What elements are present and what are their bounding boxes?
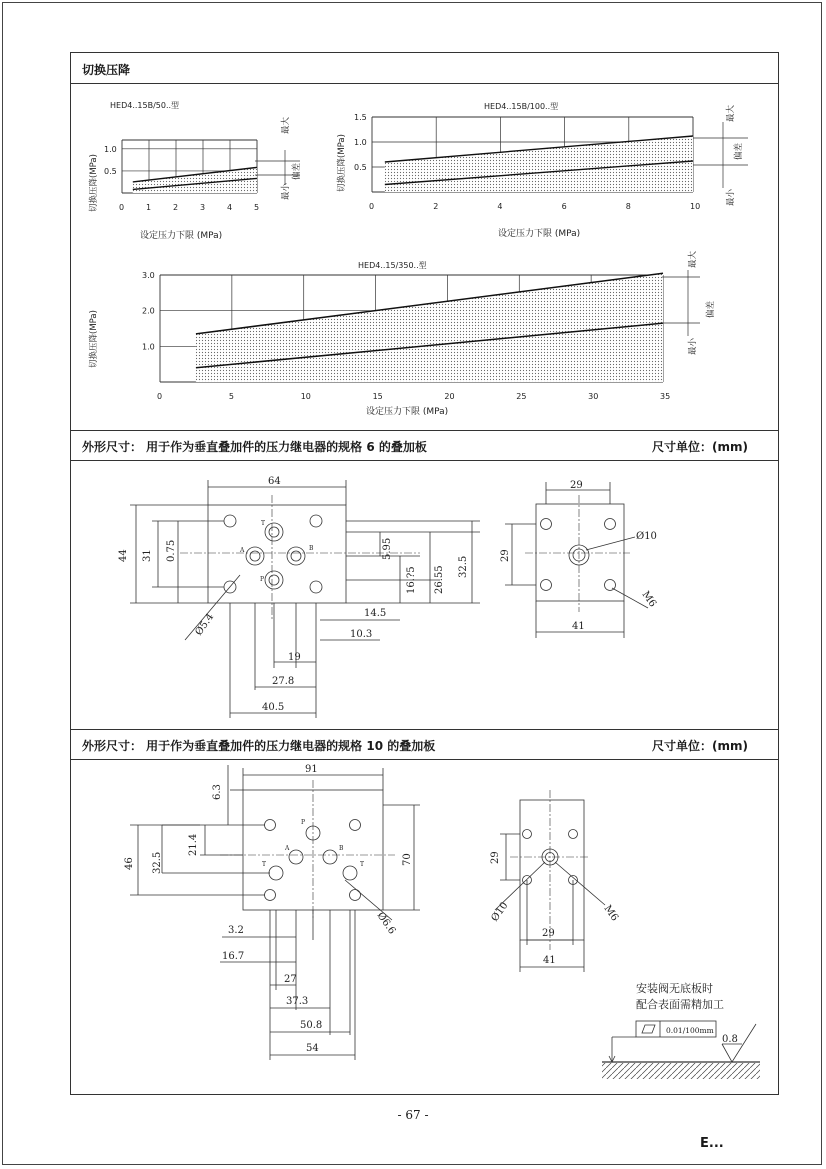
drawing-size10-front <box>130 765 420 1060</box>
flatness-value: 0.01/100mm <box>666 1026 714 1035</box>
chart-c <box>88 250 716 417</box>
chart-a-ytick: 0.5 <box>104 166 117 176</box>
dim-bore-10: Ø10 <box>636 531 657 542</box>
chart-c-ylabel: 切换压降(MPa) <box>89 310 99 368</box>
dim-32-5: 32.5 <box>152 851 163 874</box>
chart-b-ytick: 1.5 <box>354 113 367 122</box>
chart-b-ylabel: 切换压降(MPa) <box>337 134 347 192</box>
chart-b-x-ticks <box>369 202 700 211</box>
dim-14-5: 14.5 <box>364 608 387 619</box>
section-title-size10: 外形尺寸： 用于作为垂直叠加件的压力继电器的规格 10 的叠加板 <box>82 739 436 753</box>
chart-b-xtick: 6 <box>561 202 567 211</box>
chart-c-diff-label: 偏差 <box>706 300 716 318</box>
dim-hole-6-6: Ø6.6 <box>374 910 398 937</box>
dim-40-5: 40.5 <box>262 702 285 713</box>
port-p-label: P <box>260 576 265 583</box>
surface-finish-note <box>602 981 760 1079</box>
chart-a-max-label: 最大 <box>281 116 291 134</box>
chart-a-xtick: 2 <box>173 203 179 212</box>
dim-hole-5-4: Ø5.4 <box>193 611 217 638</box>
dim-29-vertical: 29 <box>500 549 511 562</box>
dim-0-75: 0.75 <box>166 539 177 562</box>
dim-37-3: 37.3 <box>286 996 309 1007</box>
dims-size10-front <box>124 764 413 1054</box>
port-b-label: B <box>309 545 314 552</box>
section-title-switching-drop: 切换压降 <box>82 63 131 77</box>
dim-19: 19 <box>288 652 301 663</box>
chart-b-y-ticks <box>354 113 367 172</box>
chart-c-x-ticks <box>157 392 670 401</box>
dim-50-8: 50.8 <box>300 1020 323 1031</box>
chart-a <box>88 100 302 241</box>
dim-27: 27 <box>284 974 297 985</box>
unit-label-size6: 尺寸单位：(mm) <box>652 440 748 454</box>
dim-thread-m6: M6 <box>639 589 659 610</box>
dim-27-8: 27.8 <box>272 676 295 687</box>
drawing-size6-bottom <box>505 482 648 638</box>
port-b-label: B <box>339 845 344 852</box>
dim-6-3: 6.3 <box>212 784 223 800</box>
port-t-label-2: T <box>360 861 365 868</box>
dims-size6-front <box>118 476 469 713</box>
dim-29: 29 <box>570 480 583 491</box>
dim-64: 64 <box>268 476 281 487</box>
dim-70: 70 <box>402 853 413 866</box>
dim-46: 46 <box>124 857 135 870</box>
chart-c-xtick: 5 <box>228 392 234 401</box>
chart-c-ytick: 3.0 <box>142 271 155 280</box>
chart-b-xtick: 4 <box>497 202 503 211</box>
chart-c-y-ticks <box>142 271 155 351</box>
chart-c-ytick: 2.0 <box>142 306 155 316</box>
page-number: - 67 - <box>397 1108 429 1122</box>
dim-32-5: 32.5 <box>458 555 469 578</box>
chart-c-xtick: 25 <box>516 392 527 401</box>
chart-c-xtick: 15 <box>372 392 383 401</box>
chart-c-shaded-band <box>196 273 663 382</box>
port-t-label: T <box>262 861 267 868</box>
chart-c-xtick: 30 <box>588 392 599 401</box>
chart-b-ytick: 1.0 <box>354 138 367 147</box>
note-line-2: 配合表面需精加工 <box>636 998 724 1011</box>
note-line-1: 安装阀无底板时 <box>636 982 713 995</box>
chart-a-diff-label: 偏差 <box>292 162 302 180</box>
port-a-label: A <box>240 547 245 554</box>
dim-91: 91 <box>305 764 318 775</box>
chart-b-xtick: 10 <box>690 202 701 211</box>
port-t-label: T <box>261 520 266 527</box>
chart-c-ytick: 1.0 <box>142 342 155 352</box>
port-a-label: A <box>285 845 290 852</box>
dim-29-vertical: 29 <box>490 851 501 864</box>
chart-b <box>336 101 748 239</box>
dim-44: 44 <box>118 549 129 562</box>
chart-c-max-label: 最大 <box>688 250 698 268</box>
chart-b-xtick: 8 <box>625 202 631 211</box>
drawing-size6-front <box>130 480 480 718</box>
chart-a-min-label: 最小 <box>281 182 291 200</box>
dim-21-4: 21.4 <box>188 833 199 856</box>
chart-c-title: HED4..15/350..型 <box>358 261 427 270</box>
chart-a-xtick: 0 <box>119 203 125 212</box>
chart-c-xtick: 20 <box>444 392 455 401</box>
chart-b-title: HED4..15B/100..型 <box>484 102 559 111</box>
chart-a-xtick: 4 <box>227 203 233 212</box>
port-p-label: P <box>301 819 306 826</box>
chart-a-x-ticks <box>119 203 259 212</box>
dim-41: 41 <box>543 955 556 966</box>
chart-c-xtick: 35 <box>660 392 671 401</box>
chart-b-max-label: 最大 <box>726 104 736 122</box>
chart-a-ytick: 1.0 <box>104 144 117 154</box>
section-title-size6: 外形尺寸： 用于作为垂直叠加件的压力继电器的规格 6 的叠加板 <box>82 440 427 454</box>
dim-16-7: 16.7 <box>222 951 245 962</box>
drawing-size10-bottom <box>495 790 605 972</box>
dim-thread-m6: M6 <box>601 903 621 924</box>
dim-10-3: 10.3 <box>350 629 373 640</box>
dims-size10-bottom <box>489 851 620 966</box>
chart-b-xtick: 2 <box>433 202 439 211</box>
chart-b-min-label: 最小 <box>726 188 736 206</box>
dim-3-2: 3.2 <box>228 925 244 936</box>
chart-a-xlabel: 设定压力下限 (MPa) <box>140 231 223 241</box>
chart-c-xtick: 0 <box>157 392 163 401</box>
chart-b-ytick: 0.5 <box>354 163 367 172</box>
chart-c-xlabel: 设定压力下限 (MPa) <box>366 407 449 417</box>
dim-31: 31 <box>142 549 153 562</box>
chart-c-xtick: 10 <box>300 392 311 401</box>
dim-26-55: 26.55 <box>434 565 445 594</box>
chart-b-xlabel: 设定压力下限 (MPa) <box>498 229 581 239</box>
dim-16-25: 16.?5 <box>406 566 417 594</box>
chart-a-y-ticks <box>104 145 117 176</box>
dim-41: 41 <box>572 621 585 632</box>
chart-a-xtick: 5 <box>254 203 260 212</box>
roughness-value: 0.8 <box>722 1034 738 1045</box>
corner-mark: E... <box>700 1136 724 1151</box>
chart-c-min-label: 最小 <box>688 337 698 355</box>
unit-label-size10: 尺寸单位：(mm) <box>652 739 748 753</box>
chart-a-xtick: 1 <box>146 203 152 212</box>
dim-29: 29 <box>542 928 555 939</box>
dim-5-95: 5.95 <box>382 537 393 560</box>
chart-a-ylabel: 切换压降(MPa) <box>89 154 99 212</box>
chart-a-xtick: 3 <box>200 203 206 212</box>
dim-54: 54 <box>306 1043 319 1054</box>
chart-b-diff-label: 偏差 <box>734 142 744 160</box>
chart-a-title: HED4..15B/50..型 <box>110 101 180 110</box>
dim-bore-10: Ø10 <box>489 900 511 924</box>
chart-b-xtick: 0 <box>369 202 375 211</box>
